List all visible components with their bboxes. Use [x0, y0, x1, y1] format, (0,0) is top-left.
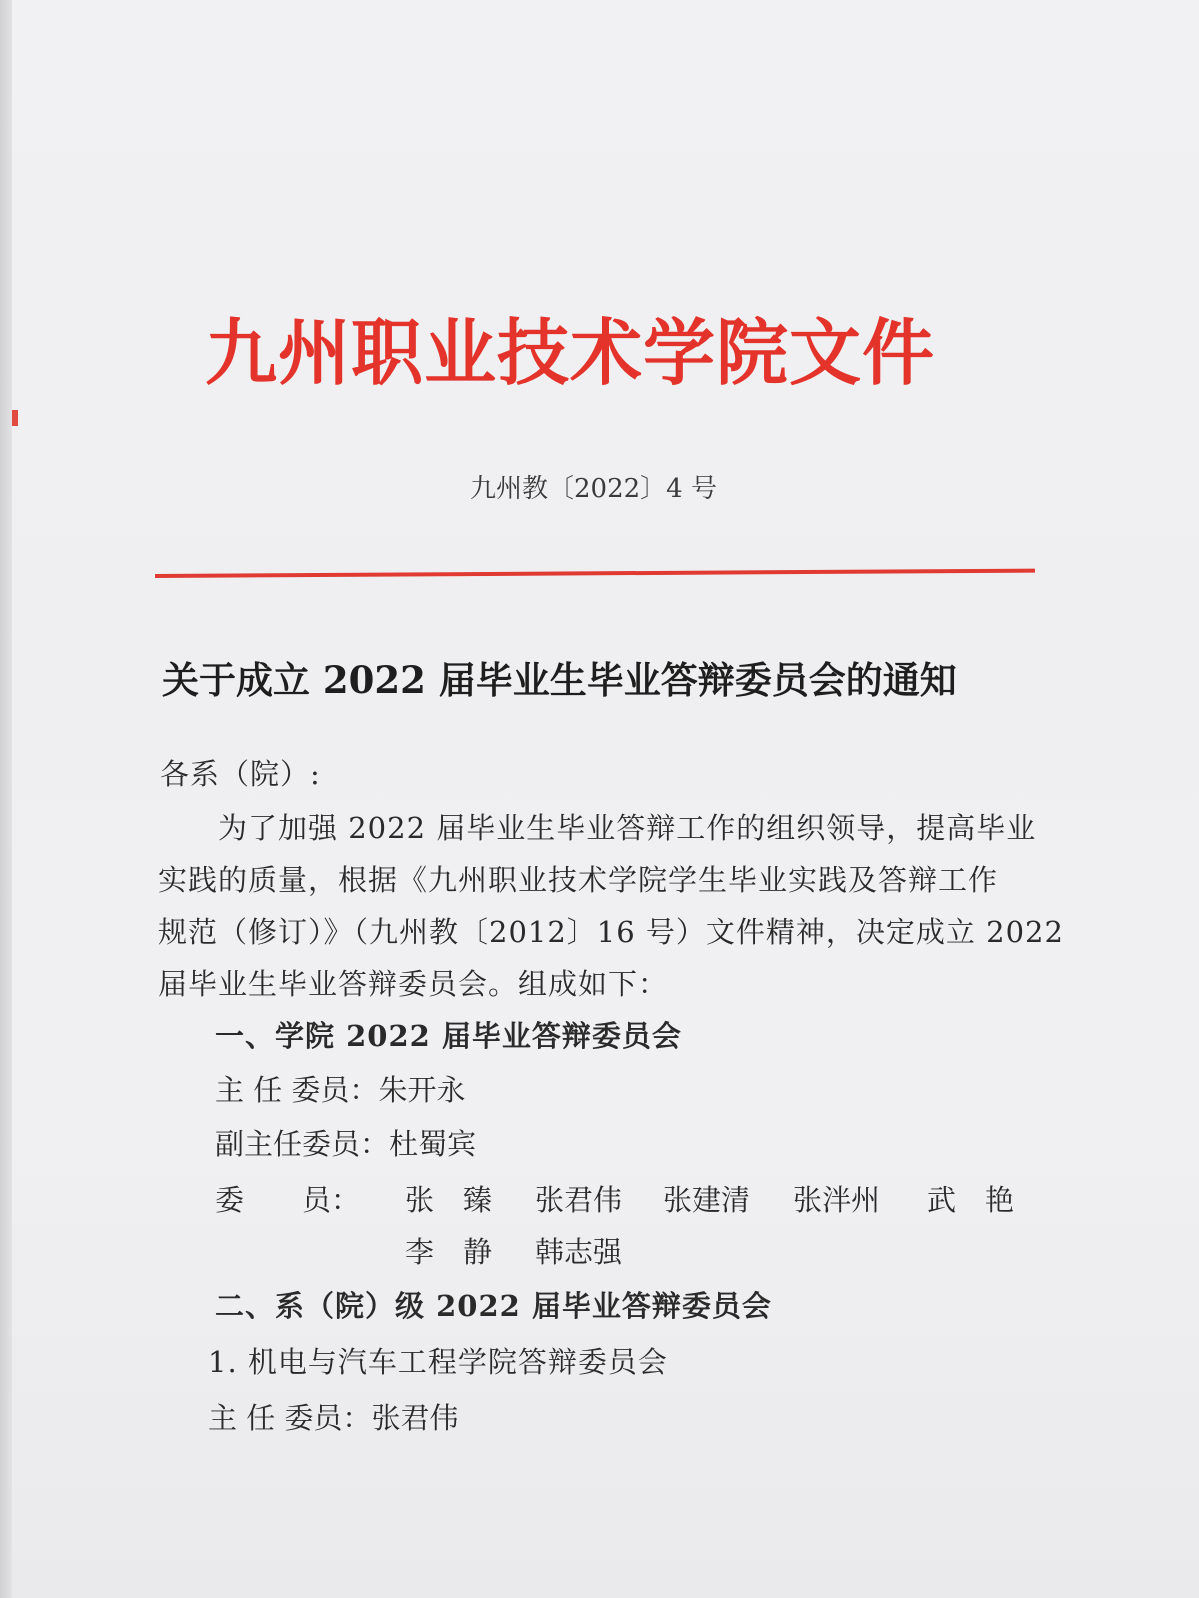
body-line-3: 规范（修订）》（九州教〔2012〕16 号）文件精神，决定成立 2022: [158, 915, 1064, 949]
director-label: 主 任 委员：: [208, 1401, 372, 1435]
document-header-title: 九州职业技术学院文件: [205, 311, 936, 395]
vice-director-name: 杜蜀宾: [389, 1127, 477, 1161]
notice-title: 关于成立 2022 届毕业生毕业答辩委员会的通知: [162, 658, 957, 702]
member-name: 张建清: [663, 1183, 751, 1217]
section1-heading: 一、学院 2022 届毕业答辩委员会: [215, 1019, 682, 1053]
salutation: 各系（院）:: [160, 757, 321, 791]
body-line-4: 届毕业生毕业答辩委员会。组成如下：: [158, 967, 669, 1001]
section2-sub1: 1. 机电与汽车工程学院答辩委员会: [208, 1345, 668, 1379]
director-name: 朱开永: [378, 1073, 466, 1107]
member-name: 张君伟: [535, 1183, 623, 1217]
member-name: 韩志强: [535, 1235, 623, 1269]
section1-vice-row: [215, 1122, 476, 1163]
member-name: 张泮州: [793, 1183, 881, 1217]
section1-director-row: [215, 1068, 465, 1109]
director-name: 张君伟: [371, 1401, 459, 1435]
member-name: 武 艳: [927, 1183, 1015, 1217]
director-label: 主 任 委员：: [215, 1073, 379, 1107]
vice-director-label: 副主任委员：: [215, 1127, 390, 1161]
red-edge-mark: [12, 410, 18, 426]
body-line-1: 为了加强 2022 届毕业生毕业答辩工作的组织领导，提高毕业: [218, 811, 1037, 845]
section2-heading: 二、系（院）级 2022 届毕业答辩委员会: [215, 1289, 772, 1323]
page-edge: [0, 0, 12, 1598]
member-name: 张 臻: [405, 1183, 493, 1217]
section2-director-row: [208, 1396, 458, 1437]
member-name: 李 静: [405, 1235, 493, 1269]
document-number: 九州教〔2022〕4 号: [470, 474, 717, 504]
body-line-2: 实践的质量，根据《九州职业技术学院学生毕业实践及答辩工作: [158, 863, 999, 897]
members-label: 委 员：: [215, 1183, 361, 1217]
